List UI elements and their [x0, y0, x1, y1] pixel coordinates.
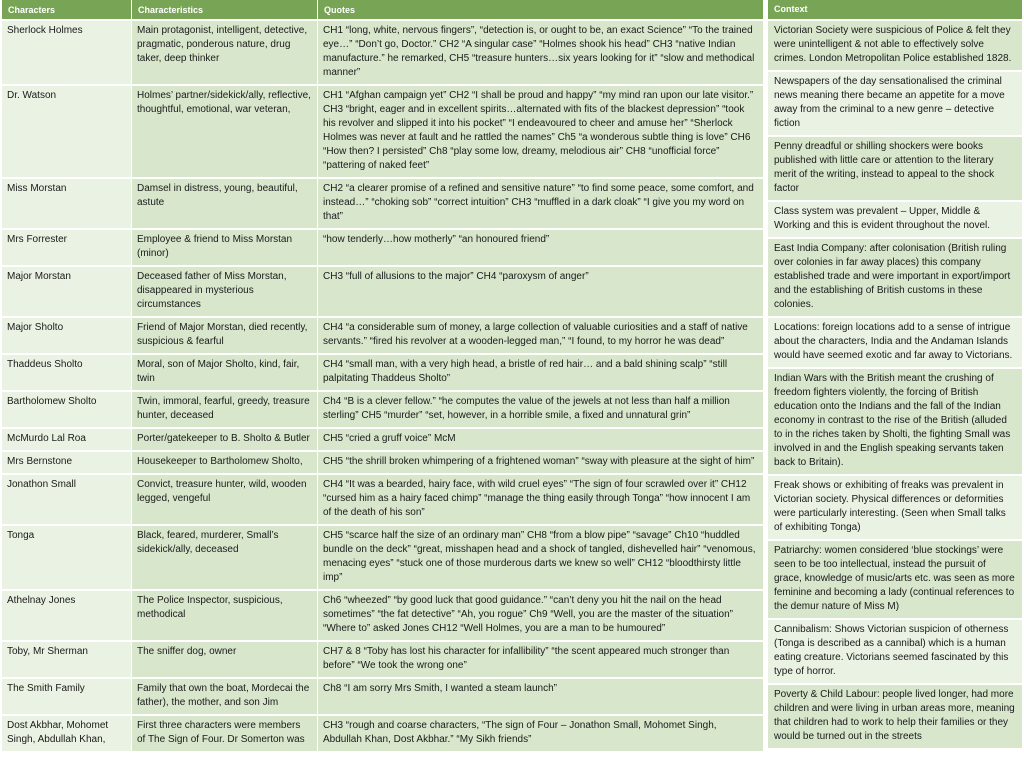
quotes-cell: CH5 “the shrill broken whimpering of a frightened woman” “sway with pleasure at the sight of him” — [318, 452, 764, 475]
quotes-cell: CH1 “Afghan campaign yet” CH2 “I shall be proud and happy” “my mind ran upon our late visitor.” CH3 “bright, eager and in excellent spirits…alternated with fits of the blackest depression” “took his revolver and slipped it into his pocket” “I endeavoured to cheer and amuse her” “Sherlock Holmes was never at fault and he rattled the names” Ch5 “a wonderous subtle thing is love” CH6 “How then? I persisted” Ch8 “play some low, dreamy, melodious air” CH8 “unofficial force” “pattering of naked feet” — [318, 86, 764, 179]
context-list — [768, 21, 1022, 750]
characteristics-cell: The Police Inspector, suspicious, methodical — [132, 591, 318, 642]
table-row — [2, 642, 764, 679]
quotes-cell: CH4 “small man, with a very high head, a bristle of red hair… and a bald shining scalp” “still palpitating Thaddeus Sholto” — [318, 355, 764, 392]
characteristics-cell: Holmes’ partner/sidekick/ally, reflective, thoughtful, emotional, war veteran, — [132, 86, 318, 179]
character-cell: Athelnay Jones — [2, 591, 132, 642]
table-row — [2, 21, 764, 86]
quotes-cell: CH4 “a considerable sum of money, a large collection of valuable curiosities and a staff of native servants.” “fired his revolver at a wooden-legged man,” “I found, to my horror he was dead” — [318, 318, 764, 355]
table-row — [2, 179, 764, 230]
characteristics-cell: Friend of Major Morstan, died recently, suspicious & fearful — [132, 318, 318, 355]
context-item: Penny dreadful or shilling shockers were books published with little care or attention to the literary merit of the writing, instead to appeal to the shock factor — [768, 137, 1022, 202]
characteristics-cell: Deceased father of Miss Morstan, disappeared in mysterious circumstances — [132, 267, 318, 318]
characteristics-cell: Moral, son of Major Sholto, kind, fair, twin — [132, 355, 318, 392]
table-row — [2, 452, 764, 475]
character-cell: Dr. Watson — [2, 86, 132, 179]
quotes-cell: CH3 “rough and coarse characters, “The sign of Four – Jonathon Small, Mohomet Singh, Abdullah Khan, Dost Akbhar.” “My Sikh friends” — [318, 716, 764, 753]
characteristics-cell: Black, feared, murderer, Small’s sidekick/ally, deceased — [132, 526, 318, 591]
table-row — [2, 679, 764, 716]
characteristics-cell: Housekeeper to Bartholomew Sholto, — [132, 452, 318, 475]
table-row — [2, 716, 764, 753]
character-cell: Mrs Forrester — [2, 230, 132, 267]
quotes-cell: CH4 “It was a bearded, hairy face, with wild cruel eyes” “The sign of four scrawled over it” CH12 “cursed him as a hairy faced chimp” “manage the thing easily through Tonga” “how innocent I am of the death of his son” — [318, 475, 764, 526]
quotes-cell: “how tenderly…how motherly” “an honoured friend” — [318, 230, 764, 267]
quotes-cell: CH2 “a clearer promise of a refined and sensitive nature” “to find some peace, some comfort, and instead…” “choking sob” “correct intuition” CH3 “muffled in a dark cloak” “I give you my word on that” — [318, 179, 764, 230]
table-row — [2, 355, 764, 392]
character-cell: McMurdo Lal Roa — [2, 429, 132, 452]
table-header-row — [2, 0, 764, 21]
context-header: Context — [768, 0, 1022, 21]
character-cell: Tonga — [2, 526, 132, 591]
header-characteristics: Characteristics — [132, 0, 318, 21]
context-item: Victorian Society were suspicious of Police & felt they were unintelligent & not able to effectively solve crimes. London Metropolitan Police established 1828. — [768, 21, 1022, 72]
quotes-cell: CH5 “scarce half the size of an ordinary man” CH8 “from a blow pipe” “savage” Ch10 “huddled bundle on the deck” “great, misshapen head and a shock of tangled, dishevelled hair” “venomous, menacing eyes” “stuck one of those murderous darts we knew so well” CH12 “bloodthirsty little imp” — [318, 526, 764, 591]
context-item: Freak shows or exhibiting of freaks was prevalent in Victorian society. Physical differences or deformities were particularly interesting. (Seen when Small talks of exhibiting Tonga) — [768, 476, 1022, 541]
character-cell: Dost Akbhar, Mohomet Singh, Abdullah Khan, — [2, 716, 132, 753]
characteristics-cell: Convict, treasure hunter, wild, wooden legged, vengeful — [132, 475, 318, 526]
context-item: Poverty & Child Labour: people lived longer, had more children and were living in urban areas more, meaning that children had to work to help their families or they would be turned out in the streets — [768, 685, 1022, 750]
character-table — [2, 0, 764, 753]
character-cell: Bartholomew Sholto — [2, 392, 132, 429]
quotes-cell: Ch8 “I am sorry Mrs Smith, I wanted a steam launch” — [318, 679, 764, 716]
character-cell: Miss Morstan — [2, 179, 132, 230]
quotes-cell: CH1 “long, white, nervous fingers”, “detection is, or ought to be, an exact Science” “To the trained eye…” “Don’t go, Doctor.” CH2 “A singular case” “Holmes shook his head” CH3 “native Indian manufacture.” he remarked, CH5 “treasure hunters…six years looking for it” “slow and methodical manner” — [318, 21, 764, 86]
context-item: Newspapers of the day sensationalised the criminal news meaning there became an appetite for a move away from the criminal to a new genre – detective fiction — [768, 72, 1022, 137]
character-cell: Mrs Bernstone — [2, 452, 132, 475]
quotes-cell: CH7 & 8 “Toby has lost his character for infallibility” “the scent appeared much stronger than before” “We took the wrong one” — [318, 642, 764, 679]
table-row — [2, 526, 764, 591]
table-body — [2, 21, 764, 753]
table-row — [2, 475, 764, 526]
context-item: Locations: foreign locations add to a sense of intrigue about the characters, India and the Andaman Islands would have seemed exotic and far away to Victorians. — [768, 318, 1022, 369]
table-row — [2, 392, 764, 429]
quotes-cell: Ch4 “B is a clever fellow.” “he computes the value of the jewels at not less than half a million sterling” CH5 “murder” “set, however, in a horrible smile, a fixed and unnatural grin” — [318, 392, 764, 429]
table-row — [2, 267, 764, 318]
table-row — [2, 230, 764, 267]
character-cell: Jonathon Small — [2, 475, 132, 526]
characteristics-cell: Damsel in distress, young, beautiful, astute — [132, 179, 318, 230]
table-row — [2, 429, 764, 452]
character-cell: The Smith Family — [2, 679, 132, 716]
characteristics-cell: First three characters were members of The Sign of Four. Dr Somerton was — [132, 716, 318, 753]
character-cell: Toby, Mr Sherman — [2, 642, 132, 679]
character-cell: Major Sholto — [2, 318, 132, 355]
context-item: Indian Wars with the British meant the crushing of freedom fighters violently, the forcing of British education onto the Indians and the fall of the Indian economy in contrast to the rise of the British (alluded to in the riches taken by Sholti, the fighting Small was involved in and the English speaking servants taken back to Britain). — [768, 369, 1022, 476]
characteristics-cell: Employee & friend to Miss Morstan (minor) — [132, 230, 318, 267]
table-row — [2, 86, 764, 179]
characteristics-cell: Main protagonist, intelligent, detective, pragmatic, ponderous nature, drug taker, deep thinker — [132, 21, 318, 86]
context-item: Cannibalism: Shows Victorian suspicion of otherness (Tonga is described as a cannibal) which is a human eating creature. Victorians seemed fascinated by this type of horror. — [768, 620, 1022, 685]
context-item: Class system was prevalent – Upper, Middle & Working and this is evident throughout the novel. — [768, 202, 1022, 239]
character-cell: Major Morstan — [2, 267, 132, 318]
table-row — [2, 591, 764, 642]
table-row — [2, 318, 764, 355]
characteristics-cell: Twin, immoral, fearful, greedy, treasure hunter, deceased — [132, 392, 318, 429]
context-item: Patriarchy: women considered ‘blue stockings’ were seen to be too intellectual, instead the pursuit of grace, knowledge of music/arts etc. was seen as more feminine and becoming a lady (continual references to the demur nature of Miss M) — [768, 541, 1022, 620]
character-table-panel — [2, 0, 764, 768]
character-cell: Sherlock Holmes — [2, 21, 132, 86]
context-panel — [768, 0, 1022, 768]
quotes-cell: Ch6 “wheezed” “by good luck that good guidance.” “can’t deny you hit the nail on the head sometimes” “the fat detective” “Ah, you rogue” Ch9 “Well, you are the master of the situation” “Where to” asked Jones CH12 “Well Holmes, you are a man to be humoured” — [318, 591, 764, 642]
context-item: East India Company: after colonisation (British ruling over colonies in far away places) this company established trade and were important in export/import and the establishing of British customs in these colonies. — [768, 239, 1022, 318]
characteristics-cell: Porter/gatekeeper to B. Sholto & Butler — [132, 429, 318, 452]
character-cell: Thaddeus Sholto — [2, 355, 132, 392]
characteristics-cell: The sniffer dog, owner — [132, 642, 318, 679]
header-characters: Characters — [2, 0, 132, 21]
quotes-cell: CH5 “cried a gruff voice” McM — [318, 429, 764, 452]
header-quotes: Quotes — [318, 0, 764, 21]
characteristics-cell: Family that own the boat, Mordecai the father), the mother, and son Jim — [132, 679, 318, 716]
quotes-cell: CH3 “full of allusions to the major” CH4 “paroxysm of anger” — [318, 267, 764, 318]
